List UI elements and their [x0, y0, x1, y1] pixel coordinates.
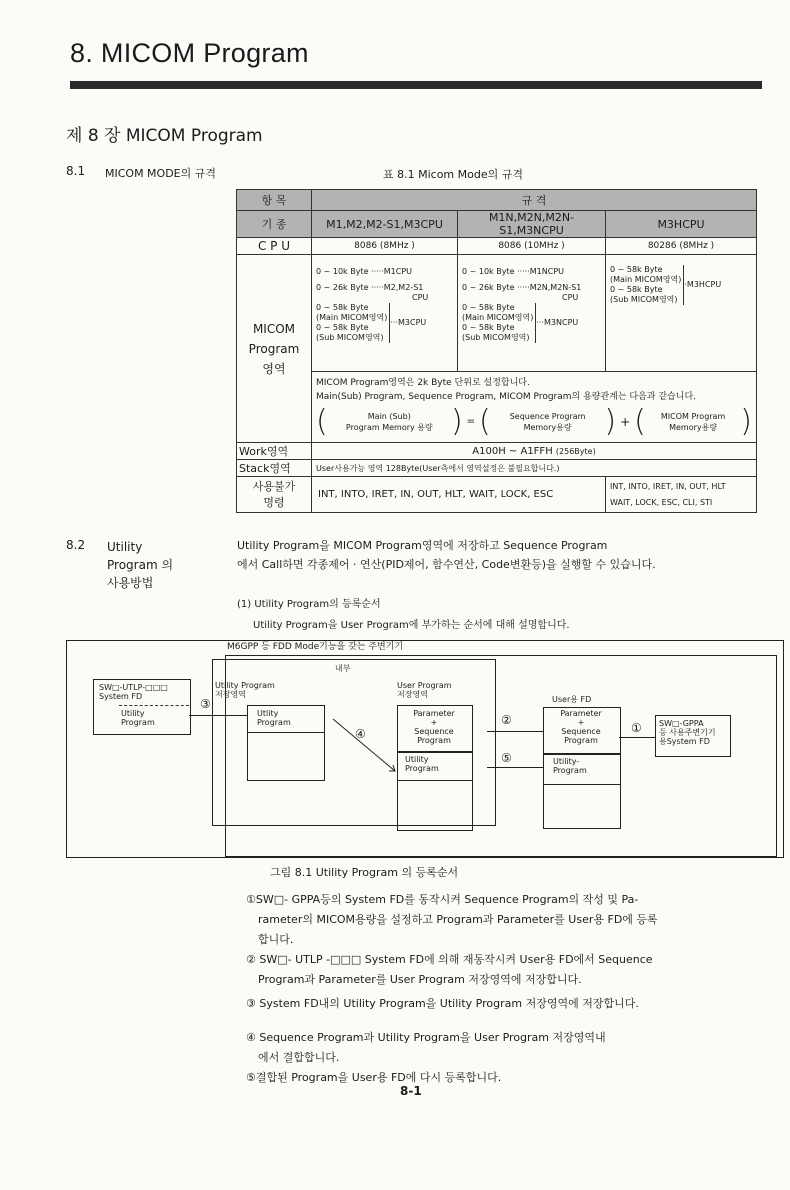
gppa-fd-label [659, 719, 716, 746]
mem-line: 0 ~ 58k Byte [316, 303, 369, 312]
step-4-marker: ④ [355, 727, 366, 741]
mem-line: 0 ~ 26k Byte ·····M2N,M2N-S1 [462, 283, 582, 292]
utility-area-label [215, 681, 275, 699]
unusable-label-1: 사용불가 [252, 479, 296, 493]
work-range: A100H ~ A1FFH [472, 445, 553, 457]
header-item: 항 목 [237, 190, 312, 211]
table-model-row [237, 211, 757, 238]
usr-box-4: Program [417, 736, 451, 745]
section-8-1-title: MICOM MODE의 규격 [105, 167, 217, 180]
table-row-program-area [237, 255, 757, 372]
stack-value: User사용가능 영역 128Byte(User측에서 영역설정은 불필요합니다.) [312, 460, 757, 477]
program-area-label-1: MICOM [252, 321, 296, 336]
step-5-marker: ⑤ [501, 751, 512, 765]
model-m1n: M1N,M2N,M2N-S1,M3NCPU [458, 211, 606, 238]
utility-registration-diagram [66, 640, 784, 858]
sys-fd-inner-2: Program [121, 718, 155, 727]
cpu-m3h: 80286 (8MHz ) [606, 238, 757, 255]
mem-line: (Main MICOM영역) [610, 275, 682, 284]
section-8-2-title [107, 538, 173, 592]
ufd-2: + [577, 718, 585, 727]
mem-line: 0 ~ 58k Byte [462, 303, 515, 312]
program-area-label-2: Program [248, 341, 300, 356]
usr-box-6: Program [405, 764, 439, 773]
step-line: rameter의 MICOM용량을 설정하고 Program과 Parameter를 User용 FD에 등록 [258, 913, 658, 926]
gppa-1: SW□-GPPA [659, 719, 704, 728]
sys-fd-line-2: System FD [99, 692, 143, 701]
sys-fd-line-1: SW□-UTLP-□□□ [99, 683, 168, 692]
page-number: 8-1 [400, 1084, 422, 1098]
mem-line: (Sub MICOM영역) [462, 333, 530, 342]
user-utility-label [405, 755, 439, 773]
unusable-m3h-2: WAIT, LOCK, ESC, CLI, STI [610, 497, 713, 507]
cpu-m1n: 8086 (10MHz ) [458, 238, 606, 255]
step-line: ② SW□- UTLP -□□□ System FD에 의해 재동작시켜 User용 FD에서 Sequence [246, 953, 653, 966]
utility-program-label [257, 709, 291, 727]
work-size: (256Byte) [555, 446, 596, 456]
note-line-1: MICOM Program영역은 2k Byte 단위로 설정합니다. [316, 378, 530, 388]
mem-line: 0 ~ 58k Byte [610, 285, 663, 294]
step-4-arrow [323, 705, 403, 785]
step-line: ①SW□- GPPA등의 System FD를 동작시켜 Sequence Program의 작성 및 Pa- [246, 893, 639, 906]
step-line: 에서 결합합니다. [258, 1051, 340, 1064]
memory-m3h [606, 255, 757, 372]
chapter-title: 제 8 장 MICOM Program [66, 126, 263, 146]
mem-line: ···M3CPU [390, 318, 427, 327]
user-area-label [397, 681, 452, 699]
step-1-marker: ① [631, 721, 642, 735]
eq-equals: = [466, 416, 476, 427]
usr-area-1: User Program [397, 681, 452, 690]
mem-line: ···M3NCPU [536, 318, 579, 327]
system-fd-title [99, 683, 168, 701]
usr-box-5: Utility [405, 755, 429, 764]
step-line: Program과 Parameter를 User Program 저장영역에 저장합니다. [258, 973, 582, 986]
mem-line: 0 ~ 10k Byte ·····M1NCPU [462, 267, 565, 276]
program-area-label [237, 255, 312, 443]
stack-label: Stack영역 [237, 460, 312, 477]
unusable-m1-m1n: INT, INTO, IRET, IN, OUT, HLT, WAIT, LOCK, ESC [312, 477, 606, 513]
mem-line: ·M3HCPU [684, 280, 722, 289]
step-2-marker: ② [501, 713, 512, 727]
mem-line: 0 ~ 10k Byte ·····M1CPU [316, 267, 413, 276]
up-box-2: Program [257, 718, 291, 727]
peripheral-label: M6GPP 등 FDD Mode기능을 갖는 주변기기 [227, 642, 404, 652]
system-fd-utility [121, 709, 155, 727]
ufd-5: Utility- [553, 757, 580, 766]
eq-main-label: Main (Sub) [367, 412, 411, 421]
ufd-6: Program [553, 766, 587, 775]
chapter-divider [70, 81, 762, 89]
user-fd-utility-label [553, 757, 587, 775]
model-m3h: M3HCPU [606, 211, 757, 238]
step-line: ④ Sequence Program과 Utility Program을 User Program 저장영역내 [246, 1031, 606, 1044]
usr-box-1: Parameter [413, 709, 455, 718]
mem-line: CPU [562, 293, 579, 302]
steps-list [246, 890, 658, 1088]
mem-line: (Sub MICOM영역) [610, 295, 678, 304]
note-line-2: Main(Sub) Program, Sequence Program, MICOM Program의 용량관계는 다음과 같습니다. [316, 392, 696, 402]
mem-line: (Main MICOM영역) [462, 313, 534, 322]
figure-caption: 그림 8.1 Utility Program 의 등록순서 [270, 866, 459, 879]
program-area-note [312, 372, 757, 443]
gppa-2: 등 사용주변기기 [659, 728, 716, 737]
eq-plus: + [620, 415, 631, 429]
up-area-1: Utility Program [215, 681, 275, 690]
subsection-1-body: Utility Program을 User Program에 부가하는 순서에 대해 설명합니다. [253, 620, 570, 631]
model-m1: M1,M2,M2-S1,M3CPU [312, 211, 458, 238]
table-row-program-note [237, 372, 757, 443]
usr-area-2: 저장영역 [397, 690, 428, 699]
usr-box-3: Sequence [414, 727, 454, 736]
mem-line: 0 ~ 58k Byte [462, 323, 515, 332]
sys-fd-inner-1: Utility [121, 709, 145, 718]
user-fd-seq-label [543, 709, 619, 745]
mem-line: (Main MICOM영역) [316, 313, 388, 322]
cpu-label: C P U [237, 238, 312, 255]
user-seq-label [397, 709, 471, 745]
table-row-unusable [237, 477, 757, 513]
eq-seq-label: Sequence Program [509, 412, 586, 421]
cpu-m1: 8086 (8MHz ) [312, 238, 458, 255]
mem-line: 0 ~ 58k Byte [610, 265, 663, 274]
step-line: 합니다. [258, 933, 294, 946]
ufd-1: Parameter [560, 709, 602, 718]
eq-micom-label: MICOM Program [660, 412, 726, 421]
gppa-3: 용System FD [659, 737, 710, 746]
s82-title-1: Utility [107, 540, 143, 554]
table-caption: 표 8.1 Micom Mode의 규격 [383, 168, 523, 181]
eq-seq-label-2: Memory용량 [523, 423, 572, 432]
table-row-cpu [237, 238, 757, 255]
user-fd-label: User용 FD [552, 695, 592, 704]
step-line: ⑤결합된 Program을 User용 FD에 다시 등록합니다. [246, 1071, 502, 1084]
unusable-m3h-1: INT, INTO, IRET, IN, OUT, HLT [610, 481, 726, 491]
ufd-3: Sequence [561, 727, 601, 736]
s82-title-3: 사용방법 [107, 576, 154, 590]
s82-title-2: Program 의 [107, 558, 174, 572]
header-type: 기 종 [237, 211, 312, 238]
memory-m1n [458, 255, 606, 372]
para-line-1: Utility Program을 MICOM Program영역에 저장하고 Sequence Program [237, 539, 608, 552]
work-label: Work영역 [237, 443, 312, 460]
section-8-2-number: 8.2 [66, 538, 86, 552]
capacity-equation: ( Main (Sub) Program Memory 용량 ) = ( Sequence Program Memory용량 ) + ( MICOM Program Memory용량 ) [316, 404, 752, 439]
up-box-1: Utlity [257, 709, 279, 718]
unusable-label [237, 477, 312, 513]
eq-micom-label-2: Memory용량 [669, 423, 718, 432]
mem-line: (Sub MICOM영역) [316, 333, 384, 342]
subsection-1-title: (1) Utility Program의 등록순서 [237, 599, 381, 610]
eq-main-label-2: Program Memory 용량 [345, 423, 433, 432]
program-area-label-3: 영역 [262, 361, 286, 376]
memory-m1 [312, 255, 458, 372]
up-area-2: 저장영역 [215, 690, 246, 699]
mem-line: CPU [412, 293, 429, 302]
work-value [312, 443, 757, 460]
mem-line: 0 ~ 26k Byte ·····M2,M2-S1 [316, 283, 424, 292]
step-3-marker: ③ [200, 697, 211, 711]
section-8-1-number: 8.1 [66, 164, 86, 178]
mem-line: 0 ~ 58k Byte [316, 323, 369, 332]
step-line: ③ System FD내의 Utility Program을 Utility Program 저장영역에 저장합니다. [246, 997, 639, 1010]
header-spec: 규 격 [312, 190, 757, 211]
table-header-row [237, 190, 757, 211]
table-row-stack [237, 460, 757, 477]
table-row-work [237, 443, 757, 460]
micom-mode-spec-table [236, 189, 757, 513]
ufd-4: Program [564, 736, 598, 745]
internal-label: 내부 [335, 664, 351, 673]
unusable-m3h [606, 477, 757, 513]
chapter-header: 8. MICOM Program [70, 38, 309, 68]
usr-box-2: + [430, 718, 438, 727]
unusable-label-2: 명령 [263, 495, 285, 509]
para-line-2: 에서 Call하면 각종제어 · 연산(PID제어, 함수연산, Code변환등)을 실행할 수 있습니다. [237, 558, 656, 571]
section-8-2-paragraph [237, 536, 656, 574]
